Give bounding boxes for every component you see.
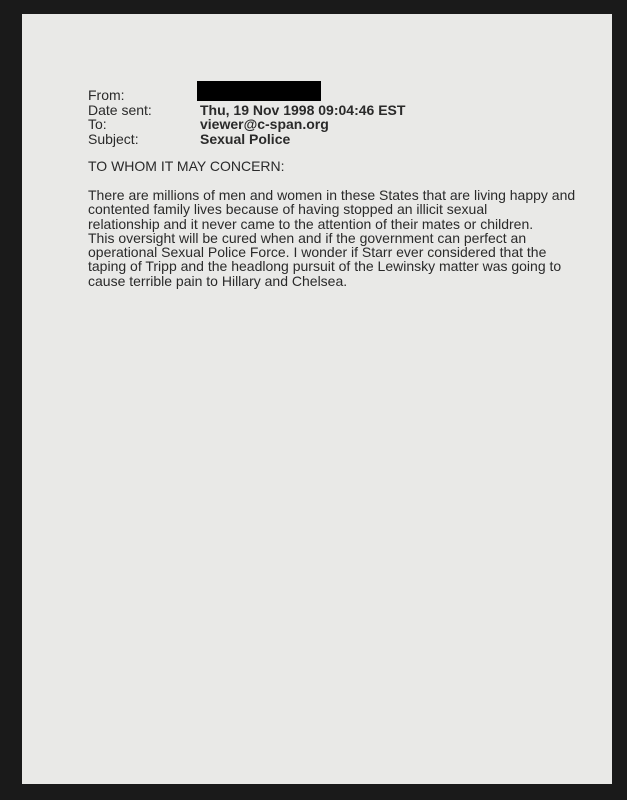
date-sent-value: Thu, 19 Nov 1998 09:04:46 EST xyxy=(200,101,406,118)
to-label: To: xyxy=(88,116,107,132)
body-line: taping of Tripp and the headlong pursuit of the Lewinsky matter was going to xyxy=(88,258,562,275)
body-line: This oversight will be cured when and if the government can perfect an xyxy=(88,229,527,246)
subject-label: Subject: xyxy=(88,130,139,147)
body-line: relationship and it never came to the attention of their mates or children. xyxy=(88,215,534,232)
body-line: There are millions of men and women in these States that are living happy and xyxy=(88,187,576,203)
body-line: contented family lives because of having stopped an illicit sexual xyxy=(88,201,488,218)
salutation: TO WHOM IT MAY CONCERN: xyxy=(88,158,285,174)
from-label: From: xyxy=(88,87,125,103)
document-page xyxy=(22,14,612,784)
to-row xyxy=(88,117,405,132)
subject-value: Sexual Police xyxy=(200,130,291,147)
date-sent-label: Date sent: xyxy=(88,101,152,118)
body-line: operational Sexual Police Force. I wonder if Starr ever considered that the xyxy=(88,244,547,261)
subject-row xyxy=(88,132,405,147)
body-line: cause terrible pain to Hillary and Chelsea. xyxy=(88,272,348,289)
message-body xyxy=(88,188,608,288)
date-sent-row xyxy=(88,103,405,118)
redaction-block xyxy=(197,81,321,101)
to-value: viewer@c-span.org xyxy=(200,116,329,132)
